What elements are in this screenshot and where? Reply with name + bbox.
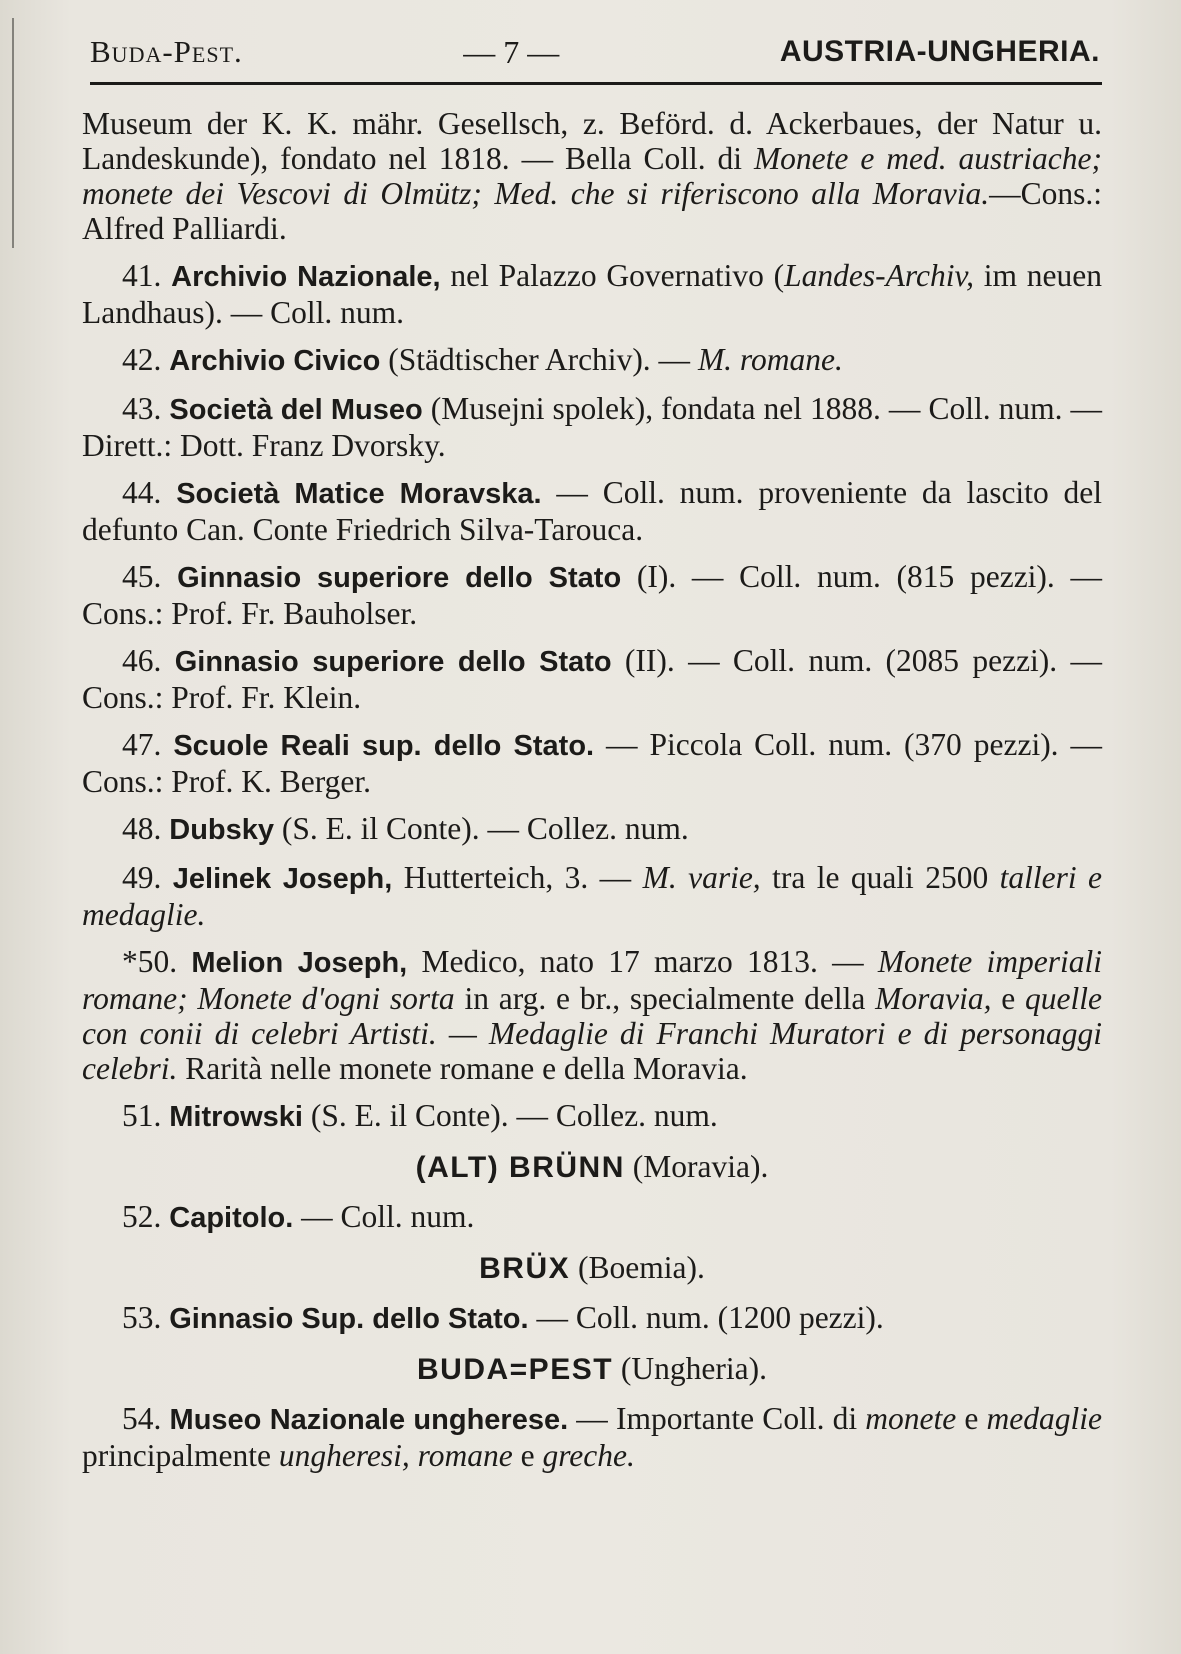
city-heading-brux xyxy=(82,1250,1102,1286)
entry-42 xyxy=(82,342,1102,379)
entry-name: Jelinek Joseph, xyxy=(172,863,393,895)
entry-name: Museo Nazionale ungherese. xyxy=(169,1404,569,1436)
entry-italic: medaglie xyxy=(986,1401,1102,1436)
entry-text: (S. E. il Conte). — Collez. num. xyxy=(274,811,689,846)
entry-name: Scuole Reali sup. dello Stato. xyxy=(173,730,595,762)
entry-text: (S. E. il Conte). — Collez. num. xyxy=(303,1098,718,1133)
entry-text: (Städtischer Archiv). — xyxy=(380,342,698,377)
city-name: BUDA=PEST xyxy=(417,1353,614,1386)
entry-number: 41. xyxy=(122,258,162,293)
entry-50 xyxy=(82,944,1102,1086)
entry-italic: Landes-Archiv, xyxy=(784,258,974,293)
entry-47 xyxy=(82,727,1102,799)
entry-text: e xyxy=(991,981,1026,1016)
entry-text: (II). — Coll. num. (2085 pezzi). — Cons.: Prof. Fr. Klein. xyxy=(82,643,1102,715)
entry-text: im neuen Landhaus). — Coll. num. xyxy=(82,258,1103,330)
header-right-title: AUSTRIA-UNGHERIA. xyxy=(779,35,1100,68)
entry-name: Capitolo. xyxy=(169,1202,294,1234)
city-heading-brunn xyxy=(82,1149,1102,1185)
entry-text: — Coll. num. xyxy=(293,1199,475,1234)
entry-name: Archivio Civico xyxy=(169,345,381,377)
entry-number: 43. xyxy=(122,391,162,426)
entry-text: (I). — Coll. num. (815 pezzi). — Cons.: Prof. Fr. Bauholser. xyxy=(82,559,1102,631)
entry-number: 46. xyxy=(122,643,162,678)
entry-43 xyxy=(82,391,1102,463)
entry-text: Medico, nato 17 marzo 1813. — xyxy=(407,944,878,979)
entry-text: principalmente xyxy=(82,1438,279,1473)
entry-number: 44. xyxy=(122,475,162,510)
entry-text: (Musejni spolek), fondata nel 1888. — Coll. num. — Dirett.: Dott. Franz Dvorsky. xyxy=(82,391,1102,463)
entry-41 xyxy=(82,258,1102,330)
entry-54 xyxy=(82,1401,1102,1473)
entry-italic: M. varie, xyxy=(642,860,761,895)
entry-italic: monete xyxy=(865,1401,957,1436)
city-region: (Ungheria). xyxy=(613,1351,767,1386)
entry-name: Ginnasio Sup. dello Stato. xyxy=(169,1303,529,1335)
city-name: BRÜX xyxy=(479,1252,571,1285)
entry-italic: M. romane. xyxy=(697,342,843,377)
entry-number: 51. xyxy=(122,1098,162,1133)
entry-53 xyxy=(82,1300,1102,1337)
entry-text: in arg. e br., specialmente della xyxy=(454,981,876,1016)
entry-text: e xyxy=(512,1438,543,1473)
entry-45 xyxy=(82,559,1102,631)
city-heading-budapest xyxy=(82,1351,1102,1387)
entry-italic: Moravia, xyxy=(875,981,992,1016)
intro-text-end: —Cons.: Alfred Palliardi. xyxy=(82,176,1102,246)
entry-text: Rarità nelle monete romane e della Moravia. xyxy=(177,1051,748,1086)
entry-number: 48. xyxy=(122,811,162,846)
city-region: (Moravia). xyxy=(624,1149,769,1184)
entry-text: Hutterteich, 3. — xyxy=(392,860,643,895)
entry-number: 42. xyxy=(122,342,162,377)
city-region: (Boemia). xyxy=(570,1250,705,1285)
entry-49 xyxy=(82,860,1102,932)
entry-text: — Coll. num. proveniente da lascito del defunto Can. Conte Friedrich Silva-Tarouca. xyxy=(82,475,1103,547)
entry-name: Dubsky xyxy=(169,814,275,846)
entry-name: Archivio Nazionale, xyxy=(171,261,441,293)
entry-name: Ginnasio superiore dello Stato xyxy=(174,646,612,678)
entry-number: 49. xyxy=(122,860,162,895)
header-rule xyxy=(90,82,1102,85)
entry-italic: talleri e medaglie. xyxy=(82,860,1102,932)
entry-text: e xyxy=(956,1401,987,1436)
entry-text: — Piccola Coll. num. (370 pezzi). — Cons.: Prof. K. Berger. xyxy=(82,727,1103,799)
page-binding-edge xyxy=(12,18,14,248)
header-left-title: Buda-Pest. xyxy=(90,34,243,69)
running-header xyxy=(90,24,1100,80)
intro-italic: Monete e med. austriache; monete dei Vescovi di Olmütz; Med. che si riferiscono alla Moravia. xyxy=(82,141,1102,211)
entry-italic: quelle con conii di celebri Artisti. — Medaglie di Franchi Muratori e di personaggi celebri. xyxy=(82,981,1103,1086)
entry-51 xyxy=(82,1098,1102,1135)
entry-text: — Coll. num. (1200 pezzi). xyxy=(528,1300,884,1335)
entry-48 xyxy=(82,811,1102,848)
entry-number: *50. xyxy=(122,944,178,979)
entry-text: — Importante Coll. di xyxy=(568,1401,866,1436)
entry-number: 52. xyxy=(122,1199,162,1234)
entry-name: Mitrowski xyxy=(169,1101,303,1133)
entry-44 xyxy=(82,475,1102,547)
entry-number: 45. xyxy=(122,559,162,594)
entry-italic: ungheresi, romane xyxy=(278,1438,513,1473)
entry-52 xyxy=(82,1199,1102,1236)
entry-italic: greche. xyxy=(542,1438,635,1473)
entry-text: nel Palazzo Governativo ( xyxy=(440,258,785,293)
intro-paragraph xyxy=(82,106,1102,246)
page-body xyxy=(82,106,1102,1485)
entry-46 xyxy=(82,643,1102,715)
entry-name: Società del Museo xyxy=(169,394,423,426)
entry-number: 47. xyxy=(122,727,162,762)
page-number: — 7 — xyxy=(463,33,560,70)
entry-name: Società Matice Moravska. xyxy=(176,478,542,510)
entry-number: 53. xyxy=(122,1300,162,1335)
entry-name: Melion Joseph, xyxy=(191,947,408,979)
entry-name: Ginnasio superiore dello Stato xyxy=(177,562,622,594)
city-name: (ALT) BRÜNN xyxy=(415,1151,625,1184)
entry-number: 54. xyxy=(122,1401,162,1436)
entry-text: tra le quali 2500 xyxy=(760,860,1000,895)
intro-text: Museum der K. K. mähr. Gesellsch, z. Beförd. d. Ackerbaues, der Natur u. Landeskunde), fondato nel 1818. — Bella Coll. di xyxy=(82,106,1102,176)
entry-italic: Monete imperiali romane; Monete d'ogni sorta xyxy=(82,944,1103,1016)
